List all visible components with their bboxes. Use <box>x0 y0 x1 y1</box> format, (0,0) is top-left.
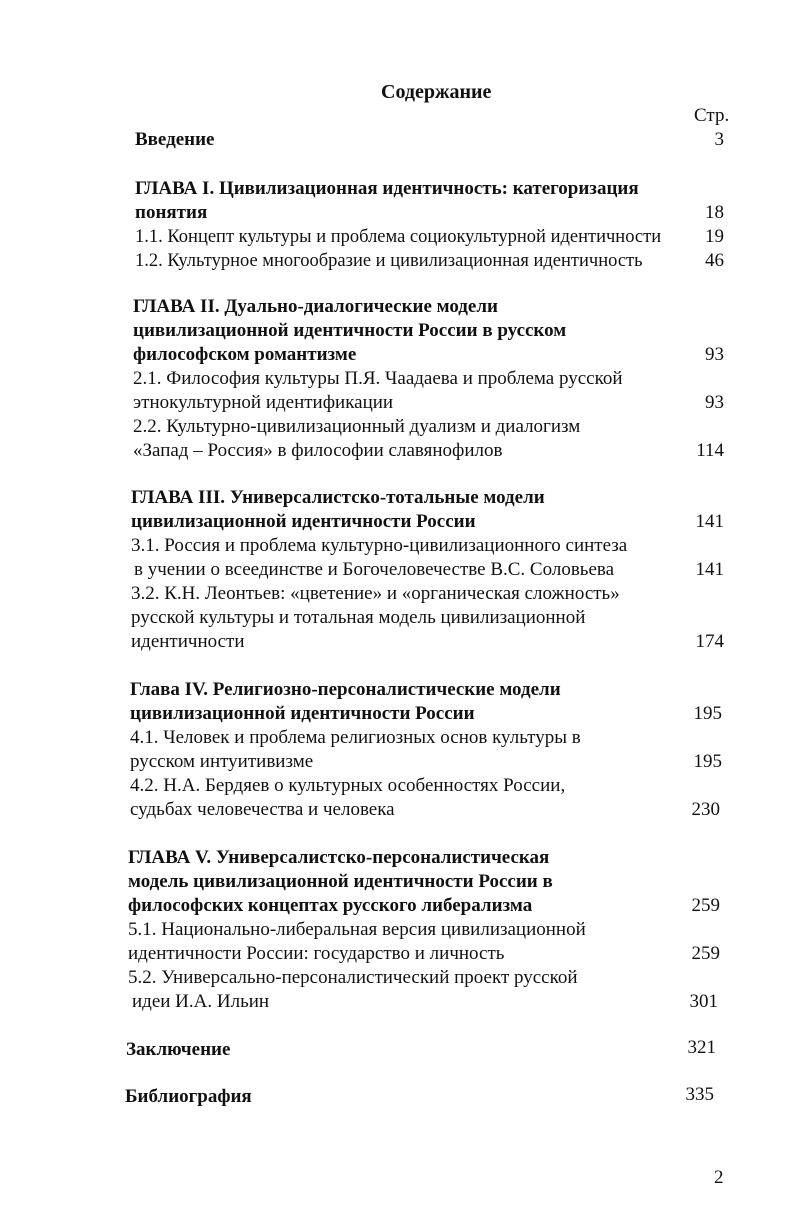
toc-entry-conclusion: Заключение <box>126 1039 231 1060</box>
chapter3-section2-page: 174 <box>695 631 724 652</box>
chapter2-title-line1: ГЛАВА II. Дуально-диалогические модели <box>133 296 498 317</box>
chapter1-title-line2: понятия <box>135 202 208 223</box>
chapter2-section2-line1: 2.2. Культурно-цивилизационный дуализм и диалогизм <box>133 416 581 437</box>
toc-page-bibliography: 335 <box>685 1084 714 1105</box>
chapter2-section1-line1: 2.1. Философия культуры П.Я. Чаадаева и проблема русской <box>133 368 623 389</box>
chapter2-title-line2: цивилизационной идентичности России в русском <box>133 320 567 341</box>
chapter3-page: 141 <box>695 511 724 532</box>
chapter3-section1-line2: в учении о всеединстве и Богочеловечестве В.С. Соловьева <box>134 559 615 580</box>
chapter4-page: 195 <box>693 703 722 724</box>
chapter3-title-line2: цивилизационной идентичности России <box>131 511 476 532</box>
chapter4-section1-line1: 4.1. Человек и проблема религиозных основ культуры в <box>130 727 581 748</box>
toc-entry-bibliography: Библиография <box>125 1086 252 1107</box>
chapter2-section1-line2: этнокультурной идентификации <box>133 392 394 413</box>
chapter5-page: 259 <box>691 895 720 916</box>
chapter5-section1-line1: 5.1. Национально-либеральная версия цивилизационной <box>128 919 586 940</box>
chapter4-section2-line1: 4.2. Н.А. Бердяев о культурных особенностях России, <box>130 775 566 796</box>
toc-page-conclusion: 321 <box>687 1037 716 1058</box>
chapter3-section2-line1: 3.2. К.Н. Леонтьев: «цветение» и «органическая сложность» <box>131 583 620 604</box>
chapter4-title-line1: Глава IV. Религиозно-персоналистические модели <box>130 679 561 700</box>
toc-entry-intro: Введение <box>135 129 215 150</box>
chapter2-page: 93 <box>705 344 724 365</box>
chapter5-section2-page: 301 <box>689 991 718 1012</box>
chapter1-title-line1: ГЛАВА I. Цивилизационная идентичность: категоризация <box>135 178 639 199</box>
chapter3-section2-line2: русской культуры и тотальная модель цивилизационной <box>131 607 586 628</box>
chapter3-section2-line3: идентичности <box>131 631 245 652</box>
page-column-header: Стр. <box>694 105 730 126</box>
chapter3-section1-page: 141 <box>695 559 724 580</box>
chapter4-section2-page: 230 <box>691 799 720 820</box>
chapter4-section1-page: 195 <box>693 751 722 772</box>
toc-page-intro: 3 <box>714 129 724 150</box>
chapter2-section2-page: 114 <box>696 440 724 461</box>
chapter1-section2-page: 46 <box>705 250 724 271</box>
chapter4-section2-line2: судьбах человечества и человека <box>130 799 395 820</box>
page-title: Содержание <box>381 81 492 103</box>
chapter5-title-line2: модель цивилизационной идентичности России в <box>128 871 553 892</box>
chapter4-title-line2: цивилизационной идентичности России <box>130 703 475 724</box>
chapter5-section1-line2: идентичности России: государство и личность <box>128 943 505 964</box>
page-number: 2 <box>714 1167 724 1188</box>
chapter1-section1: 1.1. Концепт культуры и проблема социокультурной идентичности <box>135 227 662 247</box>
chapter1-page: 18 <box>705 202 724 223</box>
chapter5-title-line3: философских концептах русского либерализма <box>128 895 533 916</box>
chapter2-section1-page: 93 <box>705 392 724 413</box>
chapter5-section2-line2: идеи И.А. Ильин <box>132 991 270 1012</box>
chapter5-title-line1: ГЛАВА V. Универсалистско-персоналистическая <box>128 847 550 868</box>
chapter3-section1-line1: 3.1. Россия и проблема культурно-цивилизационного синтеза <box>131 535 628 556</box>
chapter1-section1-page: 19 <box>705 226 724 247</box>
chapter5-section1-page: 259 <box>691 943 720 964</box>
chapter3-title-line1: ГЛАВА III. Универсалистско-тотальные модели <box>131 487 545 508</box>
chapter5-section2-line1: 5.2. Универсально-персоналистический проект русской <box>128 967 578 988</box>
chapter4-section1-line2: русском интуитивизме <box>130 751 314 772</box>
chapter2-section2-line2: «Запад – Россия» в философии славянофилов <box>133 440 503 461</box>
chapter2-title-line3: философском романтизме <box>133 344 357 365</box>
chapter1-section2: 1.2. Культурное многообразие и цивилизационная идентичность <box>135 251 643 271</box>
